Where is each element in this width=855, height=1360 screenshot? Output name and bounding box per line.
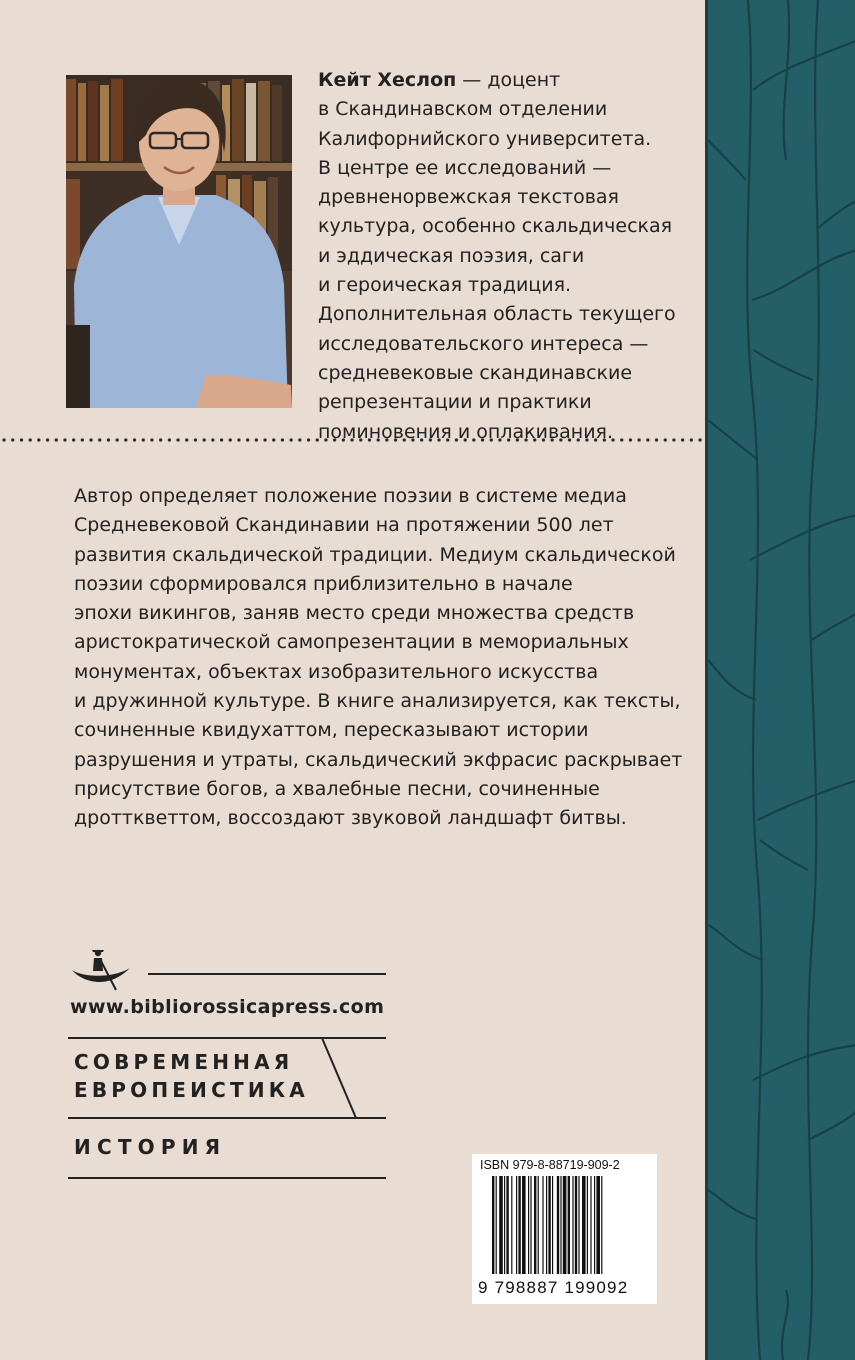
isbn-label: ISBN 979-8-88719-909-2 <box>480 1158 620 1172</box>
author-name: Кейт Хеслоп <box>318 69 457 91</box>
bio-line: древненорвежская текстовая <box>318 186 619 209</box>
description-line: Автор определяет положение поэзии в системе медиа <box>74 485 627 507</box>
description-line: разрушения и утраты, скальдический экфрасис раскрывает <box>74 748 683 771</box>
author-photo <box>66 75 292 408</box>
category-label: ИСТОРИЯ <box>74 1135 227 1159</box>
description-line: аристократической самопрезентации в мемориальных <box>74 631 629 654</box>
bio-line: и эддическая поэзия, саги <box>318 244 585 267</box>
bio-line: поминовения и оплакивания. <box>318 420 614 443</box>
publisher-rule-top <box>148 973 386 975</box>
bio-line: культура, особенно скальдическая <box>318 215 673 238</box>
isbn-barcode <box>472 1154 657 1304</box>
publisher-url: www.bibliorossicapress.com <box>70 996 385 1018</box>
bio-line: В центре ее исследований — <box>318 156 612 179</box>
dotted-divider <box>0 436 706 444</box>
book-description <box>74 482 694 834</box>
bio-line: Дополнительная область текущего <box>318 303 676 326</box>
category-rule <box>68 1177 386 1179</box>
series-title-line1: СОВРЕМЕННАЯ <box>74 1050 294 1074</box>
boat-rower-icon <box>70 944 132 992</box>
series-title-line2: ЕВРОПЕИСТИКА <box>74 1078 309 1102</box>
barcode-bars <box>492 1176 642 1276</box>
author-bio <box>318 66 698 447</box>
description-line: сочиненные квидухаттом, пересказывают истории <box>74 719 589 742</box>
bio-line: в Скандинавском отделении <box>318 98 608 121</box>
description-line: и дружинной культуре. В книге анализируется, как тексты, <box>74 690 681 713</box>
branch-pattern <box>708 0 855 1360</box>
bio-line: исследовательского интереса — <box>318 332 649 355</box>
bio-line: Калифорнийского университета. <box>318 127 652 150</box>
description-line: монументах, объектах изобразительного искусства <box>74 660 599 683</box>
description-line: поэзии сформировался приблизительно в начале <box>74 572 573 595</box>
bio-line: и героическая традиция. <box>318 274 572 297</box>
teal-spine-panel <box>705 0 855 1360</box>
description-line: развития скальдической традиции. Медиум скальдической <box>74 543 676 566</box>
series-slash <box>320 1037 360 1119</box>
description-line: Средневековой Скандинавии на протяжении 500 лет <box>74 514 614 537</box>
description-line: эпохи викингов, заняв место среди множества средств <box>74 602 635 625</box>
description-line: присутствие богов, а хвалебные песни, сочиненные <box>74 777 600 800</box>
barcode-digits: 9 798887 199092 <box>478 1278 629 1297</box>
bio-line: средневековые скандинавские <box>318 361 633 384</box>
bio-line-0: Кейт Хеслоп — доцент <box>318 69 561 91</box>
series-rule-bottom <box>68 1117 386 1119</box>
bio-line: репрезентации и практики <box>318 391 592 414</box>
description-line: дротткветтом, воссоздают звуковой ландшафт битвы. <box>74 807 627 830</box>
